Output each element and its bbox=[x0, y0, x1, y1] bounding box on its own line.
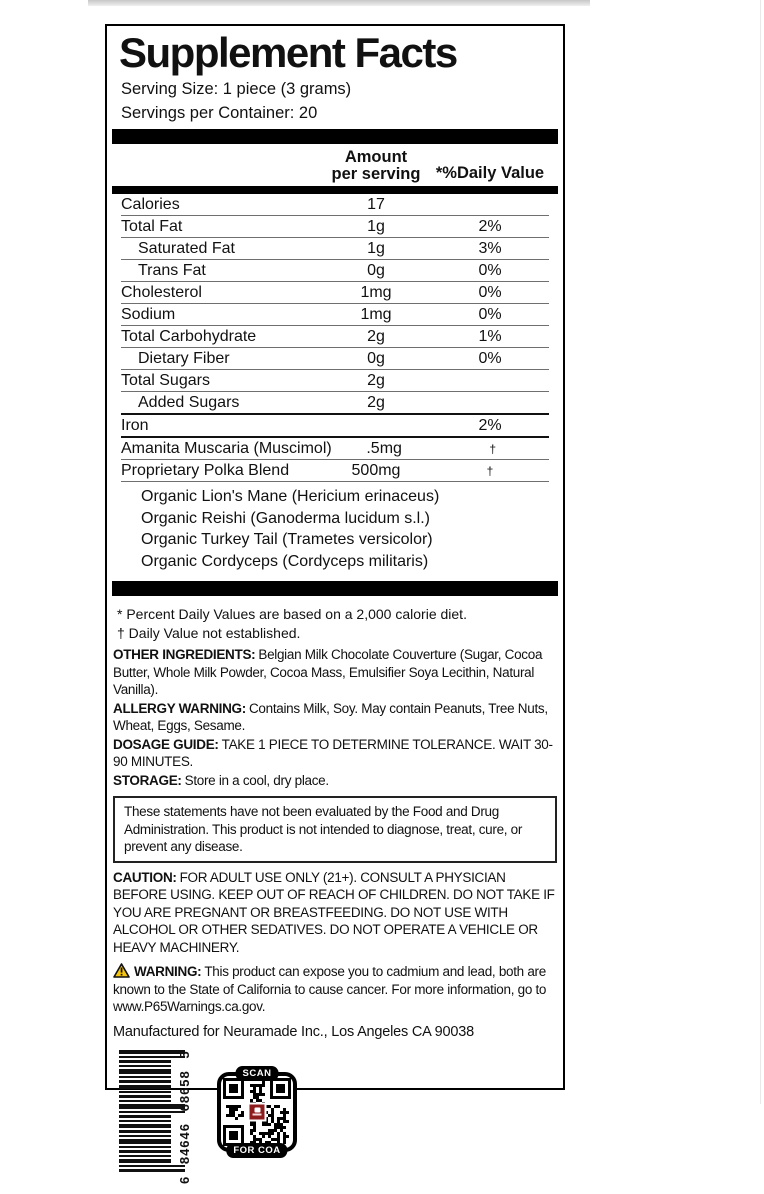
nutrient-row bbox=[121, 238, 549, 260]
nutrient-daily-value: 0% bbox=[478, 283, 502, 301]
section-body: Belgian Milk Chocolate Couverture (Sugar, Cocoa Butter, Whole Milk Powder, Cocoa Mass, Emulsifier Soya Lecithin, Natural Vanilla). bbox=[113, 647, 543, 697]
nutrient-row bbox=[121, 304, 549, 326]
column-headers bbox=[107, 144, 563, 186]
qr-finder-icon bbox=[226, 1128, 241, 1143]
nutrient-rows bbox=[107, 194, 563, 482]
qr-finder-icon bbox=[273, 1081, 288, 1096]
nutrient-amount: 0g bbox=[367, 349, 385, 367]
amount-header-line2: per serving bbox=[331, 165, 421, 183]
blend-component: Organic Reishi (Ganoderma lucidum s.l.) bbox=[141, 509, 430, 527]
fda-disclaimer-text: These statements have not been evaluated by the Food and Drug Administration. This product is not intended to diagnose, treat, cure, or prevent any disease. bbox=[124, 804, 523, 854]
section-head: DOSAGE GUIDE: bbox=[113, 736, 219, 752]
section-body: TAKE 1 PIECE TO DETERMINE TOLERANCE. WAIT 30-90 MINUTES. bbox=[113, 736, 553, 769]
page-right-edge bbox=[760, 0, 761, 1104]
qr-coa-label: FOR COA bbox=[226, 1143, 287, 1158]
section-head: OTHER INGREDIENTS: bbox=[113, 647, 256, 662]
nutrient-row bbox=[121, 415, 549, 438]
section-head: STORAGE: bbox=[113, 772, 182, 788]
nutrient-daily-value: 2% bbox=[478, 416, 502, 434]
barcode-digits: 6 84646 68658 5 bbox=[177, 1049, 192, 1184]
section-allergy-warning bbox=[113, 700, 557, 735]
nutrient-row bbox=[121, 194, 549, 216]
nutrient-amount: 1g bbox=[367, 239, 385, 257]
qr-logo-icon bbox=[248, 1102, 267, 1121]
section-dosage-guide bbox=[113, 736, 557, 771]
warning-body: This product can expose you to cadmium and lead, both are known to the State of California to cause cancer. For more information, go to www.P65Warnings.ca.gov. bbox=[113, 964, 547, 1014]
nutrient-name: Amanita Muscaria (Muscimol) bbox=[121, 439, 332, 457]
blend-component: Organic Lion's Mane (Hericium erinaceus) bbox=[141, 488, 440, 505]
blend-components-list bbox=[107, 482, 563, 576]
nutrient-daily-value: 0% bbox=[478, 305, 502, 323]
nutrient-amount: 500mg bbox=[351, 461, 401, 479]
barcode-bars bbox=[119, 1050, 214, 1174]
qr-modules bbox=[226, 1081, 288, 1143]
qr-frame bbox=[217, 1067, 297, 1156]
caution-head: CAUTION: bbox=[113, 869, 177, 885]
nutrient-name: Calories bbox=[121, 195, 180, 213]
upc-barcode bbox=[119, 1050, 214, 1186]
fda-disclaimer-box bbox=[113, 796, 557, 863]
amount-header-line1: Amount bbox=[344, 148, 408, 166]
nutrient-name: Total Sugars bbox=[121, 371, 210, 389]
divider-bar-bottom bbox=[112, 581, 558, 596]
nutrient-row bbox=[121, 438, 549, 460]
nutrient-row bbox=[121, 282, 549, 304]
nutrient-daily-value: † bbox=[489, 441, 497, 456]
nutrient-name: Dietary Fiber bbox=[138, 349, 230, 367]
nutrient-daily-value: 1% bbox=[478, 327, 502, 345]
warning-triangle-icon bbox=[113, 963, 130, 978]
blend-component: Organic Cordyceps (Cordyceps militaris) bbox=[141, 552, 429, 570]
nutrient-daily-value: 0% bbox=[478, 349, 502, 367]
nutrient-name: Added Sugars bbox=[138, 393, 240, 411]
nutrient-amount: .5mg bbox=[366, 439, 402, 457]
serving-size: Serving Size: 1 piece (3 grams) bbox=[121, 80, 352, 98]
nutrient-amount: 2g bbox=[367, 393, 385, 411]
nutrient-amount: 17 bbox=[367, 195, 385, 213]
section-body: Contains Milk, Soy. May contain Peanuts, Tree Nuts, Wheat, Eggs, Sesame. bbox=[113, 700, 548, 733]
nutrient-amount: 1mg bbox=[360, 283, 392, 301]
caution-body: FOR ADULT USE ONLY (21+). CONSULT A PHYSICIAN BEFORE USING. KEEP OUT OF REACH OF CHILDREN. DO NOT TAKE IF YOU ARE PREGNANT OR BREASTFEEDING. DO NOT USE WITH ALCOHOL OR OTHER SEDATIVES. DO NOT OPERATE A VEHICLE OR HEAVY MACHINERY. bbox=[113, 869, 555, 955]
window-top-strip bbox=[88, 0, 590, 6]
section-storage bbox=[113, 772, 557, 790]
nutrient-row bbox=[121, 370, 549, 392]
footnotes bbox=[107, 600, 563, 645]
nutrient-row bbox=[121, 326, 549, 348]
blend-component: Organic Turkey Tail (Trametes versicolor) bbox=[141, 531, 433, 548]
nutrient-row bbox=[121, 216, 549, 238]
nutrient-name: Saturated Fat bbox=[138, 239, 235, 257]
nutrient-daily-value: † bbox=[486, 463, 494, 478]
supplement-facts-label bbox=[105, 24, 565, 1184]
nutrient-row bbox=[121, 460, 549, 482]
nutrient-name: Sodium bbox=[121, 305, 176, 323]
prop65-warning bbox=[113, 963, 557, 1016]
footnote-daily-value: * Percent Daily Values are based on a 2,000 calorie diet. bbox=[117, 606, 467, 622]
codes-area bbox=[107, 1044, 563, 1194]
manufactured-line: Manufactured for Neuramade Inc., Los Angeles CA 90038 bbox=[113, 1023, 474, 1040]
nutrient-daily-value: 3% bbox=[478, 239, 502, 257]
label-title: Supplement Facts bbox=[119, 29, 457, 76]
divider-bar-top bbox=[112, 129, 558, 144]
nutrient-amount: 2g bbox=[367, 371, 385, 389]
nutrient-row bbox=[121, 260, 549, 282]
daily-value-header: *%Daily Value bbox=[435, 164, 545, 182]
footnote-dagger: † Daily Value not established. bbox=[117, 625, 301, 641]
nutrient-name: Total Carbohydrate bbox=[121, 327, 257, 345]
nutrient-daily-value: 2% bbox=[478, 217, 502, 235]
nutrient-amount: 1mg bbox=[360, 305, 392, 323]
nutrient-name: Iron bbox=[121, 416, 149, 434]
section-other-ingredients bbox=[113, 646, 557, 699]
qr-finder-icon bbox=[226, 1081, 241, 1096]
section-head: ALLERGY WARNING: bbox=[113, 700, 246, 716]
section-body: Store in a cool, dry place. bbox=[184, 772, 329, 788]
divider-bar-header bbox=[112, 186, 558, 194]
amount-header bbox=[321, 149, 431, 183]
nutrient-amount: 0g bbox=[367, 261, 385, 279]
nutrient-name: Cholesterol bbox=[121, 283, 202, 301]
qr-scan-label: SCAN bbox=[236, 1066, 279, 1081]
nutrient-row bbox=[121, 392, 549, 415]
nutrient-amount: 1g bbox=[367, 217, 385, 235]
caution-text bbox=[113, 869, 557, 957]
servings-per-container: Servings per Container: 20 bbox=[121, 104, 318, 122]
nutrient-name: Trans Fat bbox=[138, 261, 206, 279]
qr-code bbox=[217, 1067, 297, 1156]
nutrient-name: Proprietary Polka Blend bbox=[121, 461, 290, 479]
nutrient-daily-value: 0% bbox=[478, 261, 502, 279]
nutrient-row bbox=[121, 348, 549, 370]
warning-head: WARNING: bbox=[134, 964, 202, 979]
nutrient-amount: 2g bbox=[367, 327, 385, 345]
nutrient-name: Total Fat bbox=[121, 217, 183, 235]
